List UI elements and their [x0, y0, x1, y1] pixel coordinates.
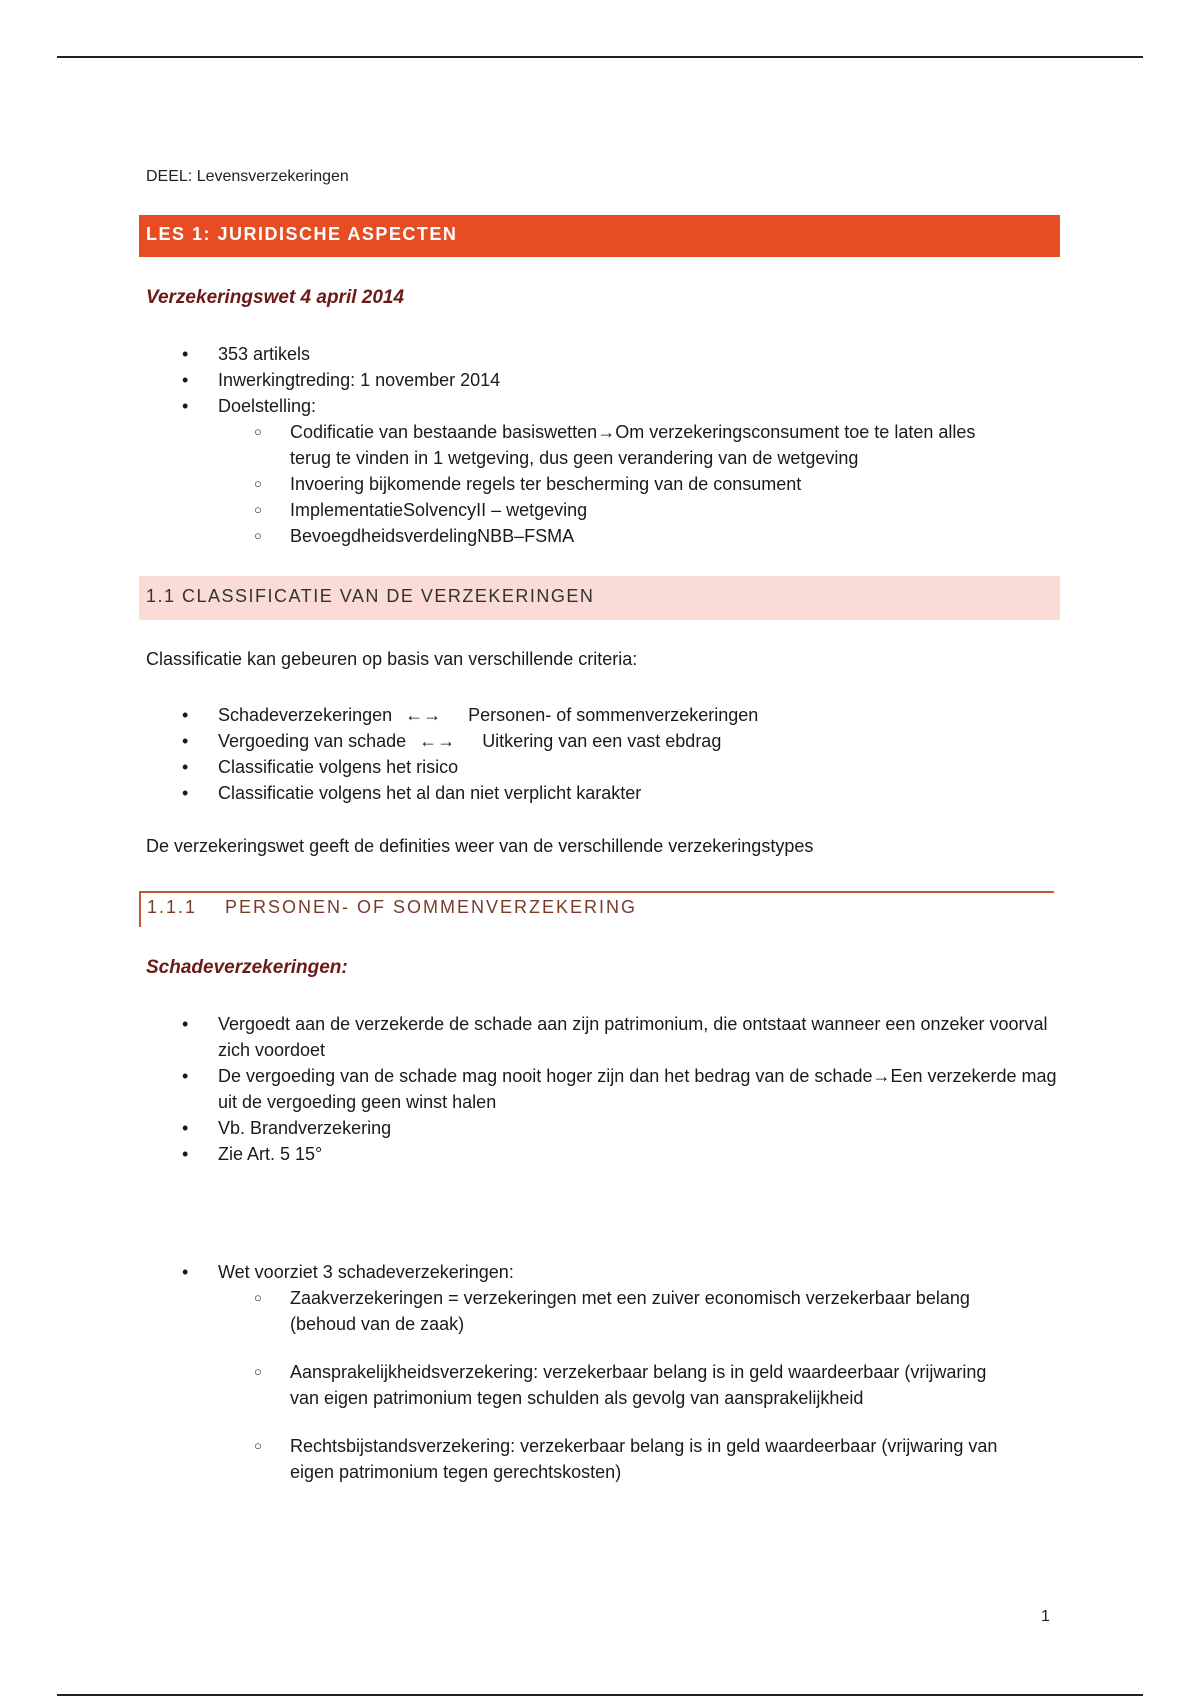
list-item: • Classificatie volgens het risico: [182, 754, 758, 780]
section-number: 1.1.1: [147, 897, 198, 917]
sub-list-item: ○ Rechtsbijstandsverzekering: verzekerbaar belang is in geld waardeerbaar (vrijwaring van eigen patrimonium tegen gerechtskosten): [254, 1433, 1014, 1485]
sub-list-item: ○ Invoering bijkomende regels ter bescherming van de consument: [254, 471, 1014, 497]
list-item: [182, 393, 1014, 549]
list-item: [182, 1259, 1062, 1485]
classification-outro: De verzekeringswet geeft de definities weer van de verschillende verzekeringstypes: [146, 836, 814, 856]
sub-list-item: ○ Aansprakelijkheidsverzekering: verzekerbaar belang is in geld waardeerbaar (vrijwaring van eigen patrimonium tegen schulden als gevolg van aansprakelijkheid: [254, 1359, 1014, 1411]
list-item: • De vergoeding van de schade mag nooit hoger zijn dan het bedrag van de schade→Een verzekerde mag uit de vergoeding geen winst halen: [182, 1063, 1062, 1115]
list-item: • 353 artikels: [182, 341, 1014, 367]
list-item: • Zie Art. 5 15°: [182, 1141, 1062, 1167]
list-item: • Vergoedt aan de verzekerde de schade aan zijn patrimonium, die ontstaat wanneer een onzeker voorval zich voordoet: [182, 1011, 1062, 1063]
page-number: 1: [1041, 1608, 1050, 1625]
classification-list: [182, 702, 758, 806]
bidirectional-arrow-icon: ←→: [419, 731, 456, 751]
footer-rule: [57, 1694, 1143, 1696]
sub-list-item: ○ BevoegdheidsverdelingNBB–FSMA: [254, 523, 1014, 549]
list-item: • Schadeverzekeringen ←→ Personen- of sommenverzekeringen: [182, 702, 758, 728]
document-part-label: DEEL: Levensverzekeringen: [146, 168, 349, 185]
header-rule: [57, 56, 1143, 58]
law-title: Verzekeringswet 4 april 2014: [146, 287, 405, 308]
types-sublist: [254, 1285, 1062, 1485]
sub-list-item: ○ Codificatie van bestaande basiswetten→Om verzekeringsconsument toe te laten alles terug te vinden in 1 wetgeving, dus geen verandering van de wetgeving: [254, 419, 1014, 471]
damage-insurance-list: [182, 1011, 1062, 1167]
damage-insurance-title: Schadeverzekeringen:: [146, 957, 348, 978]
law-facts-list: [182, 341, 1014, 549]
objectives-sublist: [254, 419, 1014, 549]
list-item-label: Wet voorziet 3 schadeverzekeringen:: [218, 1262, 514, 1282]
bidirectional-arrow-icon: ←→: [405, 705, 442, 725]
list-item: • Classificatie volgens het al dan niet verplicht karakter: [182, 780, 758, 806]
section-heading-1-1-1: [139, 891, 1054, 927]
list-item-label: Doelstelling:: [218, 396, 317, 416]
section-title: PERSONEN- OF SOMMENVERZEKERING: [225, 897, 638, 917]
damage-insurance-types-list: [182, 1259, 1062, 1485]
sub-list-item: ○ ImplementatieSolvencyII – wetgeving: [254, 497, 1014, 523]
sub-list-item: ○ Zaakverzekeringen = verzekeringen met een zuiver economisch verzekerbaar belang (behoud van de zaak): [254, 1285, 1014, 1337]
list-item: • Vergoeding van schade ←→ Uitkering van een vast ebdrag: [182, 728, 758, 754]
lesson-banner: LES 1: JURIDISCHE ASPECTEN: [139, 215, 1060, 257]
list-item: • Vb. Brandverzekering: [182, 1115, 1062, 1141]
classification-intro: Classificatie kan gebeuren op basis van verschillende criteria:: [146, 649, 638, 669]
section-heading-1-1: 1.1 CLASSIFICATIE VAN DE VERZEKERINGEN: [139, 576, 1060, 620]
list-item: • Inwerkingtreding: 1 november 2014: [182, 367, 1014, 393]
